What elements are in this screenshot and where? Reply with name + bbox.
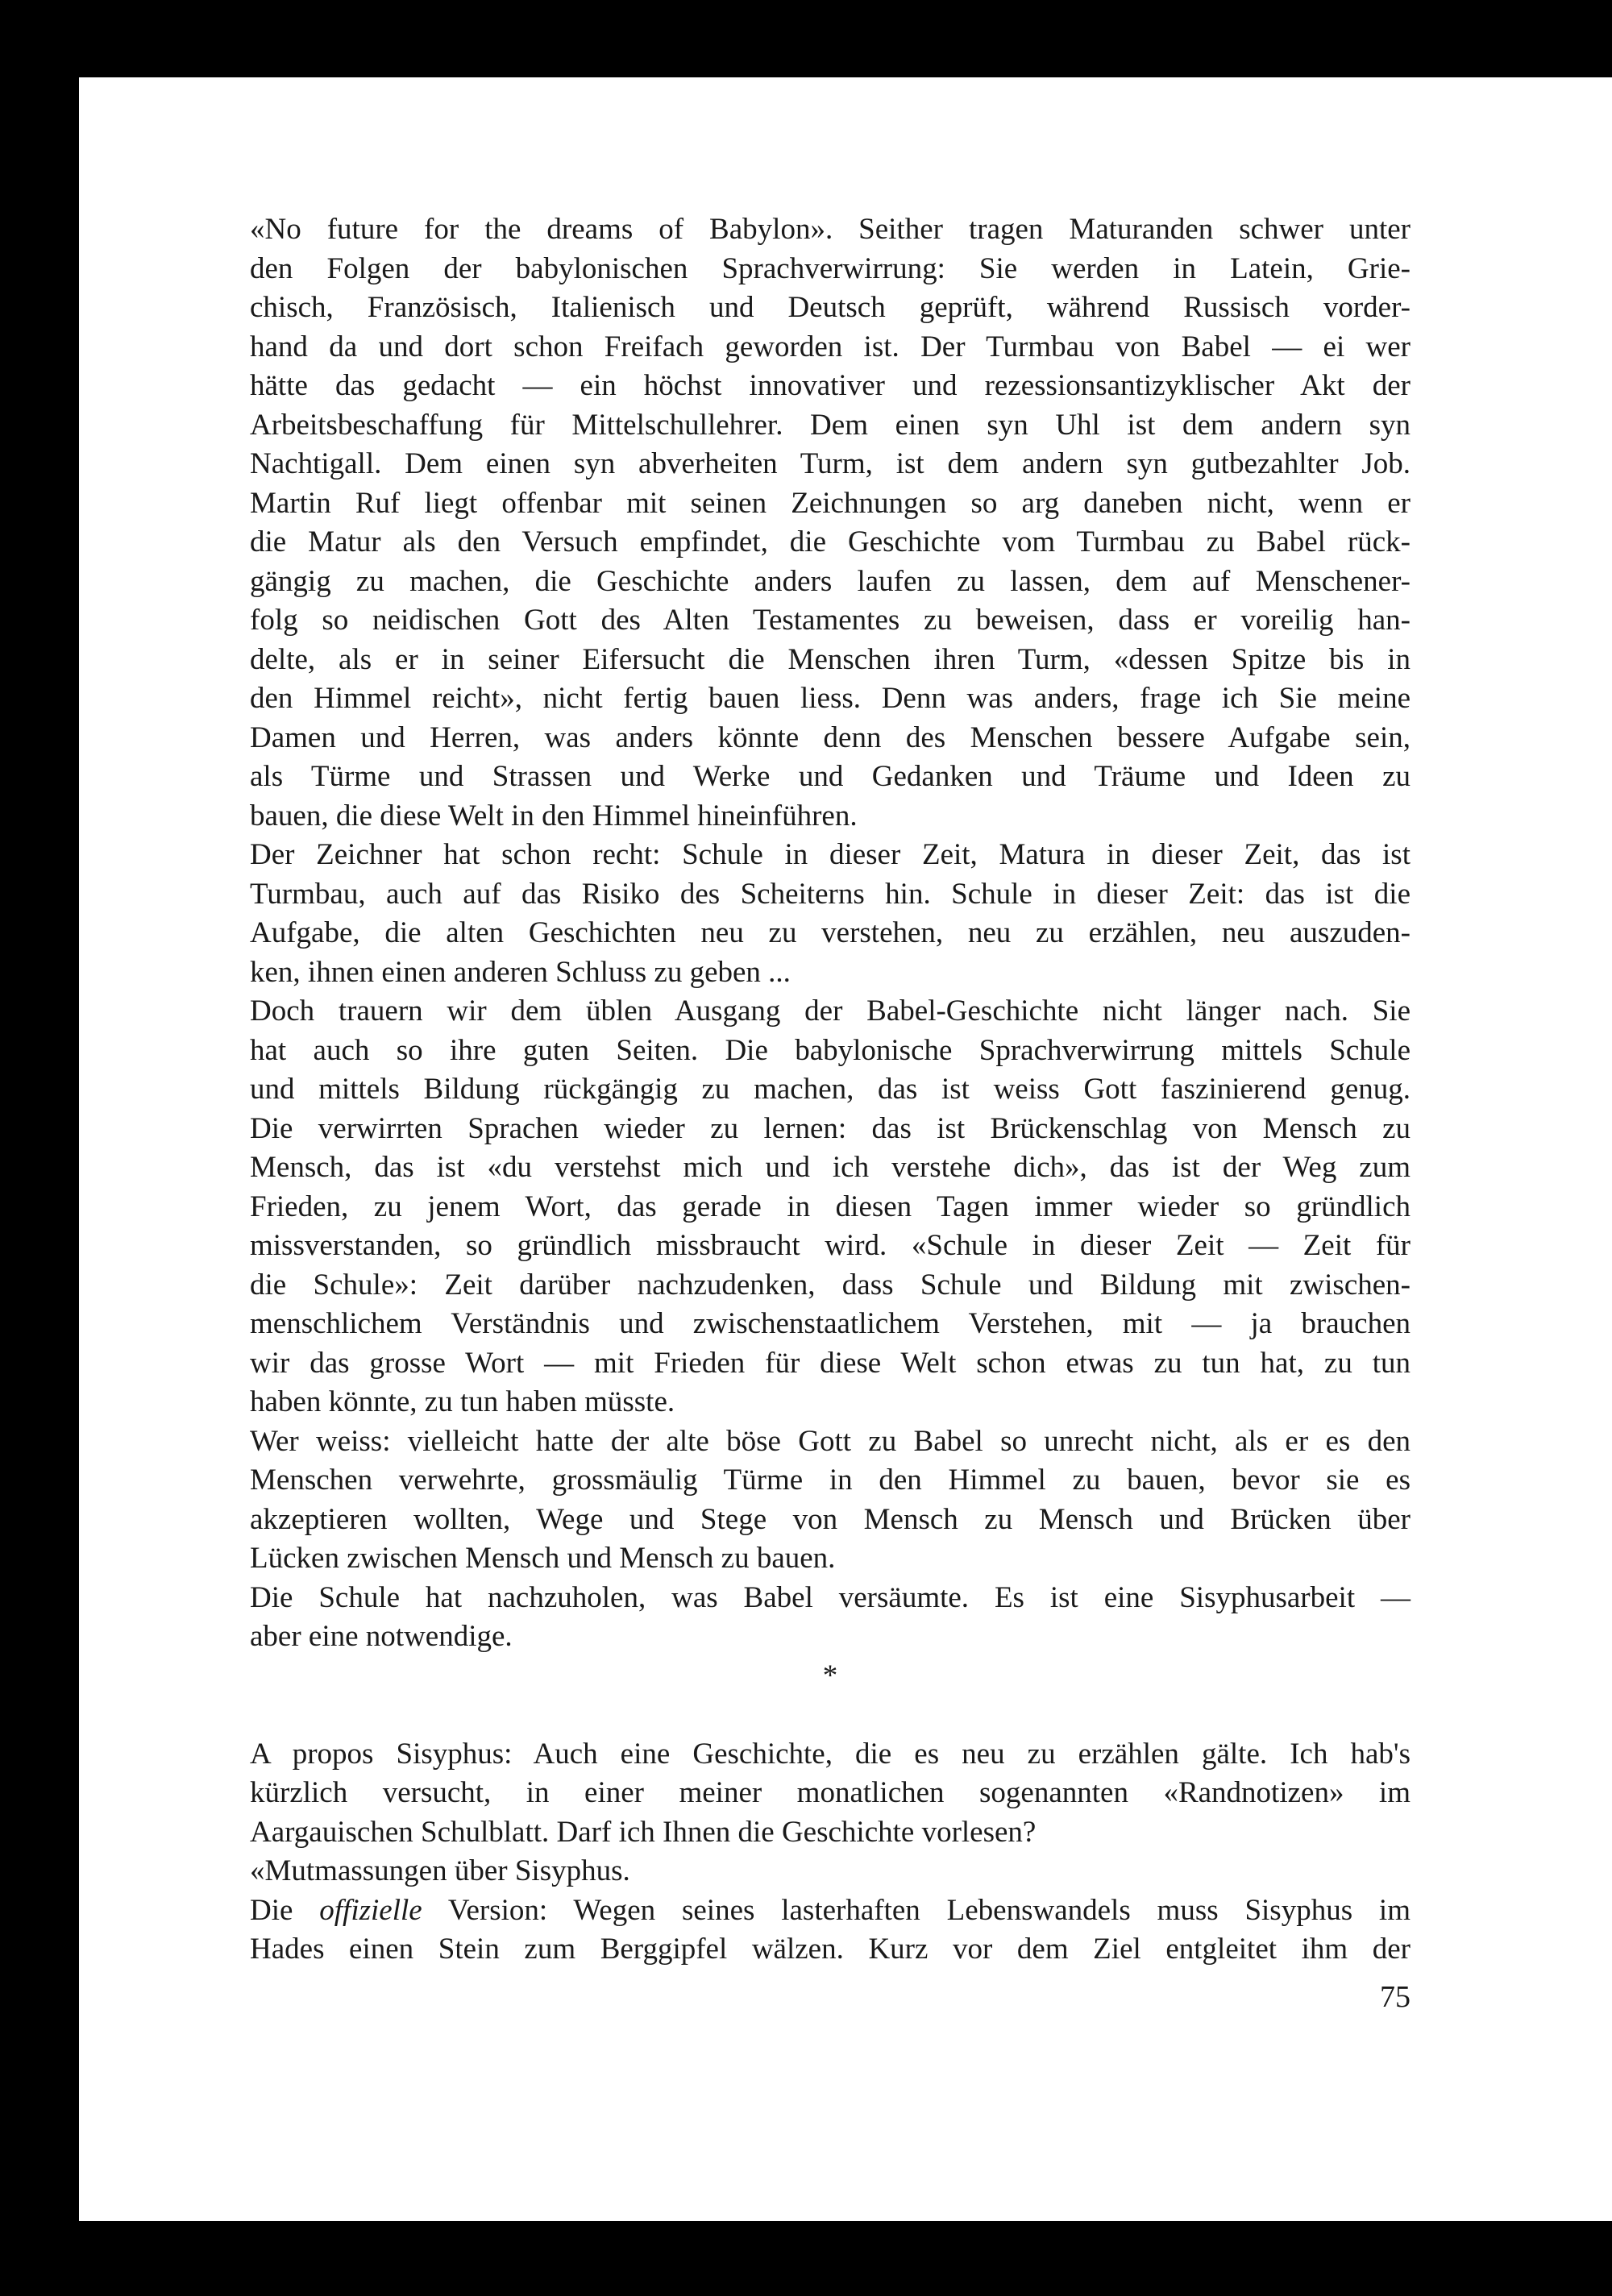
text-line: Nachtigall. Dem einen syn abverheiten Turm, ist dem andern syn gutbezahlter Job. [250, 447, 1410, 480]
text-line: delte, als er in seiner Eifersucht die Menschen ihren Turm, «dessen Spitze bis in [250, 642, 1410, 676]
text-line: «Mutmassungen über Sisyphus. [250, 1854, 630, 1887]
text-line: Martin Ruf liegt offenbar mit seinen Zeichnungen so arg daneben nicht, wenn er [250, 486, 1410, 520]
text-line: Hades einen Stein zum Berggipfel wälzen. Kurz vor dem Ziel entgleitet ihm der [250, 1933, 1410, 1966]
text-line: Damen und Herren, was anders könnte denn des Menschen bessere Aufgabe sein, [250, 720, 1410, 754]
text-line: missverstanden, so gründlich missbraucht wird. «Schule in dieser Zeit — Zeit für [250, 1229, 1410, 1262]
text-line: ken, ihnen einen anderen Schluss zu geben ... [250, 955, 791, 989]
text-line: Aargauischen Schulblatt. Darf ich Ihnen die Geschichte vorlesen? [250, 1815, 1037, 1849]
text-line: Mensch, das ist «du verstehst mich und ich verstehe dich», das ist der Weg zum [250, 1151, 1410, 1184]
text-line: Arbeitsbeschaffung für Mittelschullehrer. Dem einen syn Uhl ist dem andern syn [250, 408, 1410, 442]
section-separator: * [822, 1659, 838, 1692]
text-line: wir das grosse Wort — mit Frieden für diese Welt schon etwas zu tun hat, zu tun [250, 1346, 1410, 1380]
text-run: Version: Wegen seines lasterhaften Lebenswandels muss Sisyphus im [422, 1893, 1410, 1927]
text-line: folg so neidischen Gott des Alten Testamentes zu beweisen, dass er voreilig han- [250, 604, 1410, 637]
text-line: Die verwirrten Sprachen wieder zu lernen: das ist Brückenschlag von Mensch zu [250, 1111, 1410, 1145]
text-line: haben könnte, zu tun haben müsste. [250, 1385, 675, 1418]
text-line: den Himmel reicht», nicht fertig bauen liess. Denn was anders, frage ich Sie meine [250, 682, 1410, 715]
text-line: hat auch so ihre guten Seiten. Die babylonische Sprachverwirrung mittels Schule [250, 1033, 1410, 1067]
text-line: Frieden, zu jenem Wort, das gerade in diesen Tagen immer wieder so gründlich [250, 1190, 1410, 1223]
text-line: chisch, Französisch, Italienisch und Deutsch geprüft, während Russisch vorder- [250, 291, 1410, 324]
text-line: die Schule»: Zeit darüber nachzudenken, dass Schule und Bildung mit zwischen- [250, 1268, 1410, 1302]
text-line: hätte das gedacht — ein höchst innovativer und rezessionsantizyklischer Akt der [250, 369, 1410, 402]
text-line: als Türme und Strassen und Werke und Gedanken und Träume und Ideen zu [250, 760, 1410, 793]
text-line: Aufgabe, die alten Geschichten neu zu verstehen, neu zu erzählen, neu auszuden- [250, 916, 1410, 949]
text-line: Der Zeichner hat schon recht: Schule in dieser Zeit, Matura in dieser Zeit, das ist [250, 838, 1410, 871]
text-line: Turmbau, auch auf das Risiko des Scheiterns hin. Schule in dieser Zeit: das ist die [250, 877, 1410, 911]
body-text [250, 210, 1410, 1970]
text-line: Menschen verwehrte, grossmäulig Türme in den Himmel zu bauen, bevor sie es [250, 1464, 1410, 1497]
text-line: aber eine notwendige. [250, 1620, 513, 1653]
text-line: A propos Sisyphus: Auch eine Geschichte, die es neu zu erzählen gälte. Ich hab's [250, 1737, 1410, 1771]
text-run: Die [250, 1893, 320, 1927]
text-line [250, 1891, 1410, 1931]
text-line: menschlichem Verständnis und zwischenstaatlichem Verstehen, mit — ja brauchen [250, 1307, 1410, 1340]
text-line: gängig zu machen, die Geschichte anders laufen zu lassen, dem auf Menschener- [250, 564, 1410, 598]
text-line: akzeptieren wollten, Wege und Stege von Mensch zu Mensch und Brücken über [250, 1502, 1410, 1536]
text-line: kürzlich versucht, in einer meiner monatlichen sogenannten «Randnotizen» im [250, 1776, 1410, 1809]
text-line: Wer weiss: vielleicht hatte der alte böse Gott zu Babel so unrecht nicht, als er es den [250, 1424, 1410, 1458]
document-page [79, 77, 1612, 2221]
text-line: Doch trauern wir dem üblen Ausgang der Babel-Geschichte nicht länger nach. Sie [250, 994, 1410, 1028]
text-line: und mittels Bildung rückgängig zu machen, das ist weiss Gott faszinierend genug. [250, 1073, 1410, 1106]
text-line: Die Schule hat nachzuholen, was Babel versäumte. Es ist eine Sisyphusarbeit — [250, 1580, 1410, 1614]
text-line: bauen, die diese Welt in den Himmel hineinführen. [250, 799, 858, 832]
blank-line [250, 1696, 1410, 1735]
emphasis-text: offizielle [319, 1893, 422, 1927]
text-line: den Folgen der babylonischen Sprachverwirrung: Sie werden in Latein, Grie- [250, 251, 1410, 285]
text-line: Lücken zwischen Mensch und Mensch zu bauen. [250, 1542, 836, 1575]
text-line: hand da und dort schon Freifach geworden ist. Der Turmbau von Babel — ei wer [250, 330, 1410, 363]
page-number: 75 [1380, 1980, 1410, 2014]
text-line: die Matur als den Versuch empfindet, die Geschichte vom Turmbau zu Babel rück- [250, 525, 1410, 558]
text-line: «No future for the dreams of Babylon». Seither tragen Maturanden schwer unter [250, 213, 1410, 246]
